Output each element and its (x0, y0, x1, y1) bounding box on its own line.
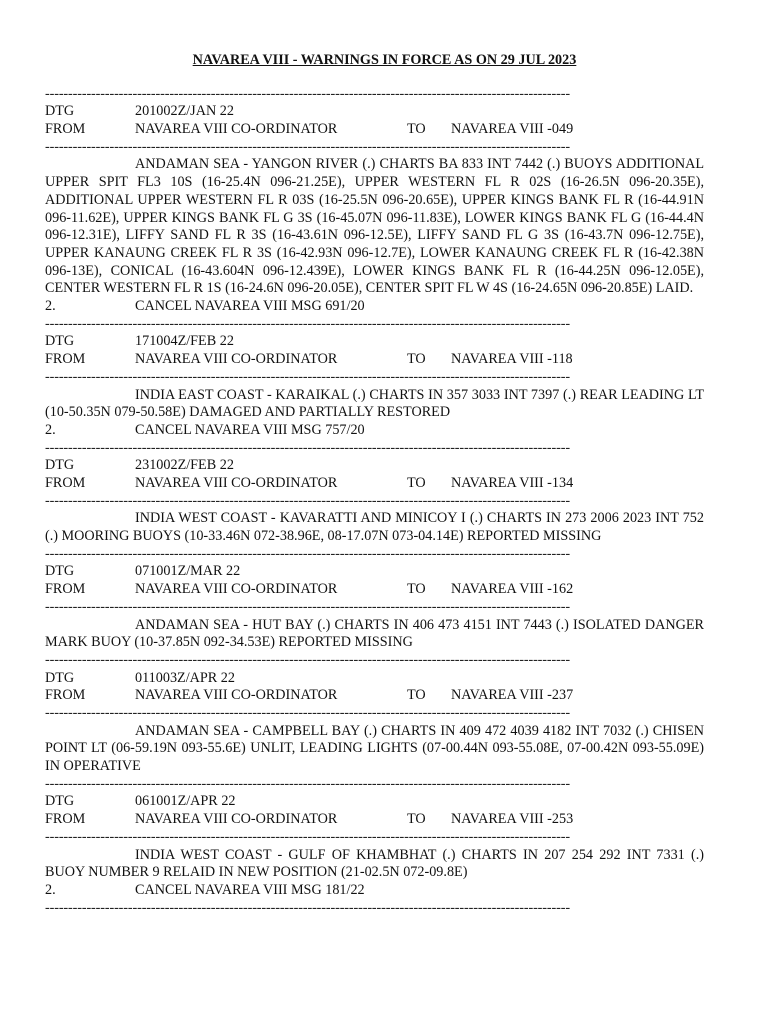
dtg-label: DTG (45, 103, 75, 120)
dtg-label: DTG (45, 333, 75, 350)
from-row (45, 687, 704, 705)
to-value: NAVAREA VIII -118 (451, 351, 573, 368)
document-page (45, 52, 704, 917)
from-value: NAVAREA VIII CO-ORDINATOR (135, 351, 338, 368)
warning-block (45, 440, 704, 546)
separator-line: ------------------------------------------------------------------------------------------------------------------ (45, 651, 570, 668)
warning-block (45, 546, 704, 652)
from-label: FROM (45, 474, 86, 491)
dtg-value: 231002Z/FEB 22 (135, 457, 234, 474)
to-value: NAVAREA VIII -253 (451, 811, 574, 828)
from-label: FROM (45, 351, 86, 368)
warning-text: ANDAMAN SEA - CAMPBELL BAY (.) CHARTS IN 409 472 4039 4182 INT 7032 (.) CHISEN POINT LT (06-59.19N 093-55.6E) UNLIT, LEADING LIGHTS (07-00.44N 093-55.08E, 07-00.42N 093-55.09E) IN OPERATIVE (45, 722, 704, 775)
from-value: NAVAREA VIII CO-ORDINATOR (135, 474, 338, 491)
dtg-value: 011003Z/APR 22 (135, 669, 235, 686)
document-title: NAVAREA VIII - WARNINGS IN FORCE AS ON 29 JUL 2023 (192, 52, 577, 68)
dtg-row (45, 793, 704, 811)
to-value: NAVAREA VIII -237 (451, 687, 574, 704)
to-label: TO (407, 811, 426, 828)
warning-text: ANDAMAN SEA - HUT BAY (.) CHARTS IN 406 473 4151 INT 7443 (.) ISOLATED DANGER MARK BUOY (10-37.85N 092-34.53E) REPORTED MISSING (45, 616, 704, 651)
separator-line: ------------------------------------------------------------------------------------------------------------------ (45, 899, 570, 916)
from-value: NAVAREA VIII CO-ORDINATOR (135, 687, 338, 704)
to-label: TO (407, 581, 426, 598)
dtg-row (45, 333, 704, 351)
to-value: NAVAREA VIII -162 (451, 581, 574, 598)
dtg-row (45, 670, 704, 688)
separator-line: ------------------------------------------------------------------------------------------------------------------ (45, 138, 570, 155)
separator-line: ------------------------------------------------------------------------------------------------------------------ (45, 492, 570, 509)
cancel-number: 2. (45, 421, 56, 438)
separator-line: ------------------------------------------------------------------------------------------------------------------ (45, 828, 570, 845)
separator-line: ------------------------------------------------------------------------------------------------------------------ (45, 315, 570, 332)
dtg-value: 171004Z/FEB 22 (135, 333, 234, 350)
separator-line: ------------------------------------------------------------------------------------------------------------------ (45, 775, 570, 792)
dtg-value: 061001Z/APR 22 (135, 793, 236, 810)
from-label: FROM (45, 687, 86, 704)
warning-text: ANDAMAN SEA - YANGON RIVER (.) CHARTS BA 833 INT 7442 (.) BUOYS ADDITIONAL UPPER SPIT FL3 10S (16-25.4N 096-21.25E), UPPER WESTERN FL R 02S (16-26.5N 096-20.35E), ADDITIONAL UPPER WESTERN FL R 03S (16-25.5N 096-20.65E), UPPER KINGS BANK FL R (16-44.91N 096-11.62E), UPPER KINGS BANK FL G 3S (16-45.07N 096-11.83E), LOWER KINGS BANK FL G (16-44.4N 096-12.31E), LIFFY SAND FL R 3S (16-43.61N 096-12.5E), LIFFY SAND FL G 3S (16-43.7N 096-12.75E), UPPER KANAUNG CREEK FL R 3S (16-42.93N 096-12.7E), LOWER KANAUNG CREEK FL R (16-42.38N 096-13E), CONICAL (16-43.604N 096-12.439E), LOWER KINGS BANK FL R (16-44.25N 096-12.05E), CENTER WESTERN FL R 1S (16-24.6N 096-20.05E), CENTER SPIT FL W 4S (16-24.65N 096-20.85E) LAID. (45, 156, 704, 297)
from-row (45, 121, 704, 139)
from-row (45, 351, 704, 369)
cancel-row (45, 422, 704, 440)
to-label: TO (407, 351, 426, 368)
dtg-row (45, 563, 704, 581)
from-label: FROM (45, 581, 86, 598)
warning-text: INDIA WEST COAST - GULF OF KHAMBHAT (.) CHARTS IN 207 254 292 INT 7331 (.) BUOY NUMBER 9 RELAID IN NEW POSITION (21-02.5N 072-09.8E) (45, 846, 704, 881)
separator-line: ------------------------------------------------------------------------------------------------------------------ (45, 704, 570, 721)
warning-block (45, 776, 704, 900)
dtg-value: 071001Z/MAR 22 (135, 563, 241, 580)
from-row (45, 811, 704, 829)
dtg-label: DTG (45, 563, 75, 580)
dtg-label: DTG (45, 457, 75, 474)
separator-line: ------------------------------------------------------------------------------------------------------------------ (45, 545, 570, 562)
dtg-row (45, 457, 704, 475)
cancel-number: 2. (45, 881, 56, 898)
from-row (45, 581, 704, 599)
warning-block (45, 86, 704, 316)
dtg-label: DTG (45, 669, 75, 686)
dtg-value: 201002Z/JAN 22 (135, 103, 234, 120)
to-label: TO (407, 687, 426, 704)
from-value: NAVAREA VIII CO-ORDINATOR (135, 581, 338, 598)
from-label: FROM (45, 121, 86, 138)
to-label: TO (407, 474, 426, 491)
from-value: NAVAREA VIII CO-ORDINATOR (135, 121, 338, 138)
cancel-row (45, 882, 704, 900)
to-label: TO (407, 121, 426, 138)
from-row (45, 475, 704, 493)
warning-text: INDIA EAST COAST - KARAIKAL (.) CHARTS IN 357 3033 INT 7397 (.) REAR LEADING LT (10-50.35N 079-50.58E) DAMAGED AND PARTIALLY RESTORED (45, 386, 704, 421)
to-value: NAVAREA VIII -049 (451, 121, 574, 138)
separator-line: ------------------------------------------------------------------------------------------------------------------ (45, 85, 570, 102)
dtg-row (45, 103, 704, 121)
cancel-text: CANCEL NAVAREA VIII MSG 181/22 (135, 881, 365, 898)
to-value: NAVAREA VIII -134 (451, 474, 574, 491)
cancel-number: 2. (45, 298, 56, 315)
warning-block (45, 316, 704, 440)
cancel-text: CANCEL NAVAREA VIII MSG 757/20 (135, 421, 365, 438)
dtg-label: DTG (45, 793, 75, 810)
from-value: NAVAREA VIII CO-ORDINATOR (135, 811, 338, 828)
from-label: FROM (45, 811, 86, 828)
warnings-list (45, 86, 704, 918)
separator-line: ------------------------------------------------------------------------------------------------------------------ (45, 598, 570, 615)
warning-text: INDIA WEST COAST - KAVARATTI AND MINICOY I (.) CHARTS IN 273 2006 2023 INT 752 (.) MOORING BUOYS (10-33.46N 072-38.96E, 08-17.07N 073-04.14E) REPORTED MISSING (45, 510, 704, 545)
cancel-text: CANCEL NAVAREA VIII MSG 691/20 (135, 298, 365, 315)
separator-line: ------------------------------------------------------------------------------------------------------------------ (45, 439, 570, 456)
separator-line: ------------------------------------------------------------------------------------------------------------------ (45, 368, 570, 385)
cancel-row (45, 298, 704, 316)
warning-block (45, 652, 704, 776)
